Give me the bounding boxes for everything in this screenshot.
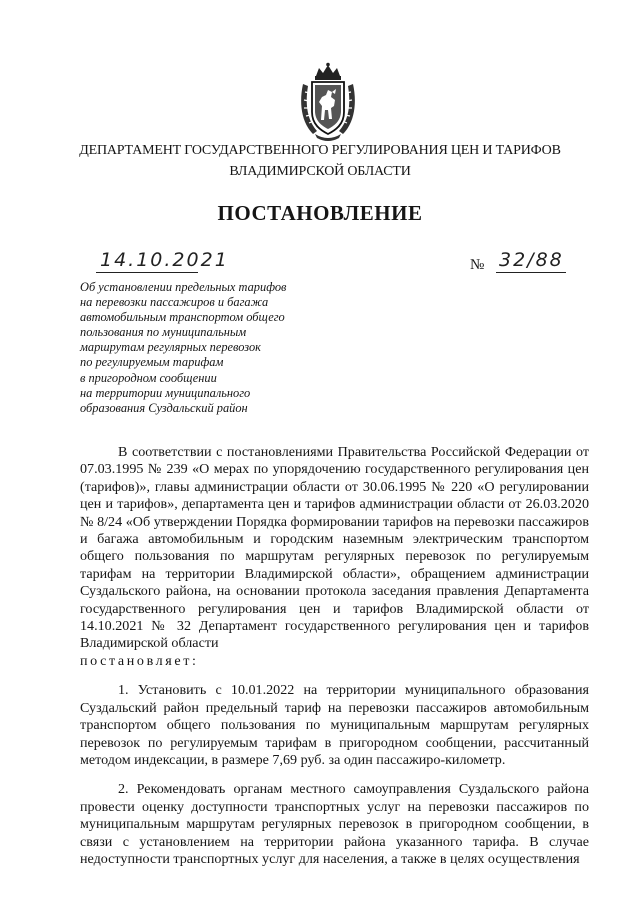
number-underline <box>496 272 566 273</box>
item-2-paragraph: 2. Рекомендовать органам местного самоуправления Суздальского района провести оценку доступности транспортных услуг на перевозки пассажиров по муниципальным маршрутам регулярных перевозок в пригородном сообщении, в связи с установлением на территории района указанного тарифа. В случае недоступности транспортных услуг для населения, а также в целях осуществления <box>80 781 589 867</box>
preamble-paragraph: В соответствии с постановлениями Правительства Российской Федерации от 07.03.1995 № 239 «О мерах по упорядочению государственного регулирования цен (тарифов)», главы администрации области от 30.06.1995 № 220 «О регулировании цен и тарифов», департамента цен и тарифов администрации области от 26.03.2020 № 8/24 «Об утверждении Порядка формировании тарифов на перевозки пассажиров и багажа автомобильным и городским наземным электрическим транспортом общего пользования по маршрутам регулярных перевозок по регулируемым тарифам на территории Владимирской области», обращением администрации Суздальского района, на основании протокола заседания правления Департамента государственного регулирования цен и тарифов Владимирской области от 14.10.2021 № 32 Департамент государственного регулирования цен и тарифов Владимирской области <box>80 444 589 652</box>
resolves-word: постановляет: <box>80 652 199 669</box>
department-region: ВЛАДИМИРСКОЙ ОБЛАСТИ <box>229 164 411 179</box>
subject-line: автомобильным транспортом общего <box>80 310 285 325</box>
subject-line: Об установлении предельных тарифов <box>80 280 287 294</box>
date-underline <box>96 272 198 273</box>
document-type-title: ПОСТАНОВЛЕНИЕ <box>217 201 423 225</box>
subject-line: на перевозки пассажиров и багажа <box>80 295 269 310</box>
item-1-paragraph: 1. Установить с 10.01.2022 на территории муниципального образования Суздальский район предельный тариф на перевозки пассажиров автомобильным транспортом общего пользования по муниципальным маршрутам регулярных перевозок по регулируемым тарифам в пригородном сообщении, рассчитанный методом индексации, в размере 7,69 руб. за один пассажиро-километр. <box>80 682 589 768</box>
department-name: ДЕПАРТАМЕНТ ГОСУДАРСТВЕННОГО РЕГУЛИРОВАНИЯ ЦЕН И ТАРИФОВ <box>79 143 561 158</box>
subject-line: на территории муниципального <box>80 385 251 400</box>
subject-line: по регулируемым тарифам <box>80 355 224 370</box>
subject-line: маршрутам регулярных перевозок <box>80 340 261 355</box>
coat-of-arms-emblem <box>297 62 359 142</box>
subject-line: в пригородном сообщении <box>80 370 217 385</box>
number-label: № <box>470 257 485 273</box>
document-number: 32/88 <box>499 249 564 271</box>
document-body <box>80 444 589 880</box>
subject-line: пользования по муниципальным <box>80 325 247 340</box>
document-subject <box>80 280 320 416</box>
subject-line: образования Суздальский район <box>80 400 248 415</box>
document-date: 14.10.2021 <box>100 249 229 271</box>
